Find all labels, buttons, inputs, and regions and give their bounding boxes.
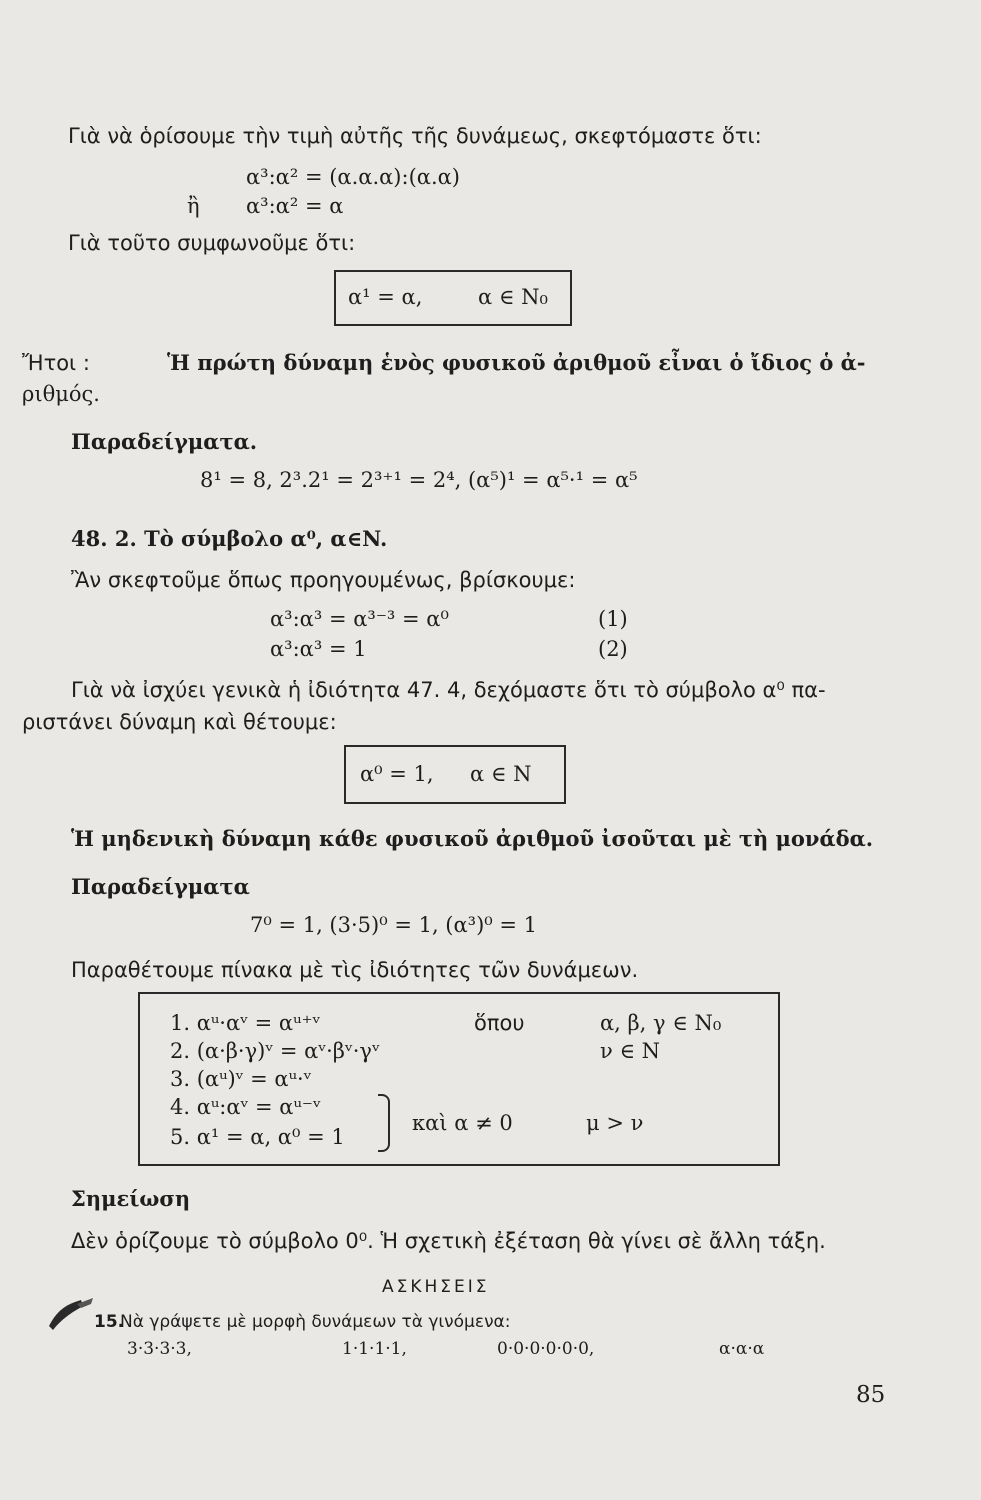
brace-mark (378, 1094, 390, 1152)
product-2: 1·1·1·1, (342, 1339, 407, 1359)
exercise-text: Νὰ γράψετε μὲ μορφὴ δυνάμεων τὰ γινόμενα: (120, 1312, 511, 1332)
examples-heading-1: Παραδείγματα. (71, 429, 258, 454)
equation-4-number: (2) (598, 637, 628, 661)
note-heading: Σημείωση (71, 1186, 191, 1211)
exercises-heading: ΑΣΚΗΣΕΙΣ (382, 1277, 490, 1297)
equation-3: α³:α³ = α³⁻³ = α⁰ (270, 607, 449, 631)
exercise-number: 15. (94, 1312, 125, 1332)
examples-line-1: 8¹ = 8, 2³.2¹ = 2³⁺¹ = 2⁴, (α⁵)¹ = α⁵·¹ = α⁵ (200, 468, 638, 492)
agreement-line: Γιὰ τοῦτο συμφωνοῦμε ὅτι: (68, 231, 356, 255)
examples-line-2: 7⁰ = 1, (3·5)⁰ = 1, (α³)⁰ = 1 (250, 913, 538, 937)
condition-2: ν ∈ N (600, 1039, 661, 1063)
condition-3: καὶ α ≠ 0 (412, 1111, 513, 1135)
rule-zero-power: Ἡ μηδενικὴ δύναμη κάθε φυσικοῦ ἀριθμοῦ ἰσοῦται μὲ τὴ μονάδα. (71, 826, 874, 851)
intro-line: Γιὰ νὰ ὁρίσουμε τὴν τιμὴ αὐτῆς τῆς δυνάμεως, σκεφτόμαστε ὅτι: (68, 124, 762, 148)
or-word: ἢ (187, 194, 200, 218)
product-4: α·α·α (719, 1339, 765, 1359)
properties-table (138, 992, 780, 1166)
where-word: ὅπου (474, 1011, 525, 1035)
box2-condition: α ∈ N (470, 762, 532, 786)
reasoning-line: Ἂν σκεφτοῦμε ὅπως προηγουμένως, βρίσκουμε: (71, 568, 576, 592)
property-2: 2. (α·β·γ)ᵛ = αᵛ·βᵛ·γᵛ (170, 1039, 380, 1063)
pen-hand-icon (47, 1296, 97, 1332)
page-number: 85 (856, 1382, 886, 1408)
condition-4: μ > ν (586, 1111, 644, 1135)
condition-1: α, β, γ ∈ N₀ (600, 1011, 722, 1035)
property-4: 4. αᵘ:αᵛ = αᵘ⁻ᵛ (170, 1095, 321, 1119)
rule-first-power: Ἡ πρώτη δύναμη ἑνὸς φυσικοῦ ἀριθμοῦ εἶναι ὁ ἴδιος ὁ ἀ- (167, 350, 866, 375)
property-3: 3. (αᵘ)ᵛ = αᵘ·ᵛ (170, 1067, 312, 1091)
rule-continuation: ριθμός. (22, 382, 100, 406)
equation-4: α³:α³ = 1 (270, 637, 367, 661)
box2-formula: α⁰ = 1, (360, 762, 434, 786)
property-5: 5. α¹ = α, α⁰ = 1 (170, 1125, 345, 1149)
property-1: 1. αᵘ·αᵛ = αᵘ⁺ᵛ (170, 1011, 321, 1035)
table-intro: Παραθέτουμε πίνακα μὲ τὶς ἰδιότητες τῶν δυνάμεων. (71, 958, 639, 982)
box1-formula: α¹ = α, (348, 285, 423, 309)
product-1: 3·3·3·3, (127, 1339, 192, 1359)
equation-3-number: (1) (598, 607, 628, 631)
examples-heading-2: Παραδείγματα (71, 874, 250, 899)
htoi-label: Ἤτοι : (22, 351, 90, 375)
equation-1: α³:α² = (α.α.α):(α.α) (246, 165, 460, 189)
equation-2: α³:α² = α (246, 194, 344, 218)
section-title: 48. 2. Τὸ σύμβολο α⁰, α∈N. (71, 526, 388, 551)
definition-box-2 (344, 745, 566, 804)
property-line: Γιὰ νὰ ἰσχύει γενικὰ ἡ ἰδιότητα 47. 4, δεχόμαστε ὅτι τὸ σύμβολο α⁰ πα- (71, 678, 826, 702)
note-text: Δὲν ὁρίζουμε τὸ σύμβολο 0⁰. Ἡ σχετικὴ ἐξέταση θὰ γίνει σὲ ἄλλη τάξη. (71, 1229, 826, 1253)
box1-condition: α ∈ N₀ (478, 285, 548, 309)
property-continuation: ριστάνει δύναμη καὶ θέτουμε: (22, 710, 337, 734)
product-3: 0·0·0·0·0·0, (497, 1339, 595, 1359)
definition-box-1 (334, 270, 572, 326)
